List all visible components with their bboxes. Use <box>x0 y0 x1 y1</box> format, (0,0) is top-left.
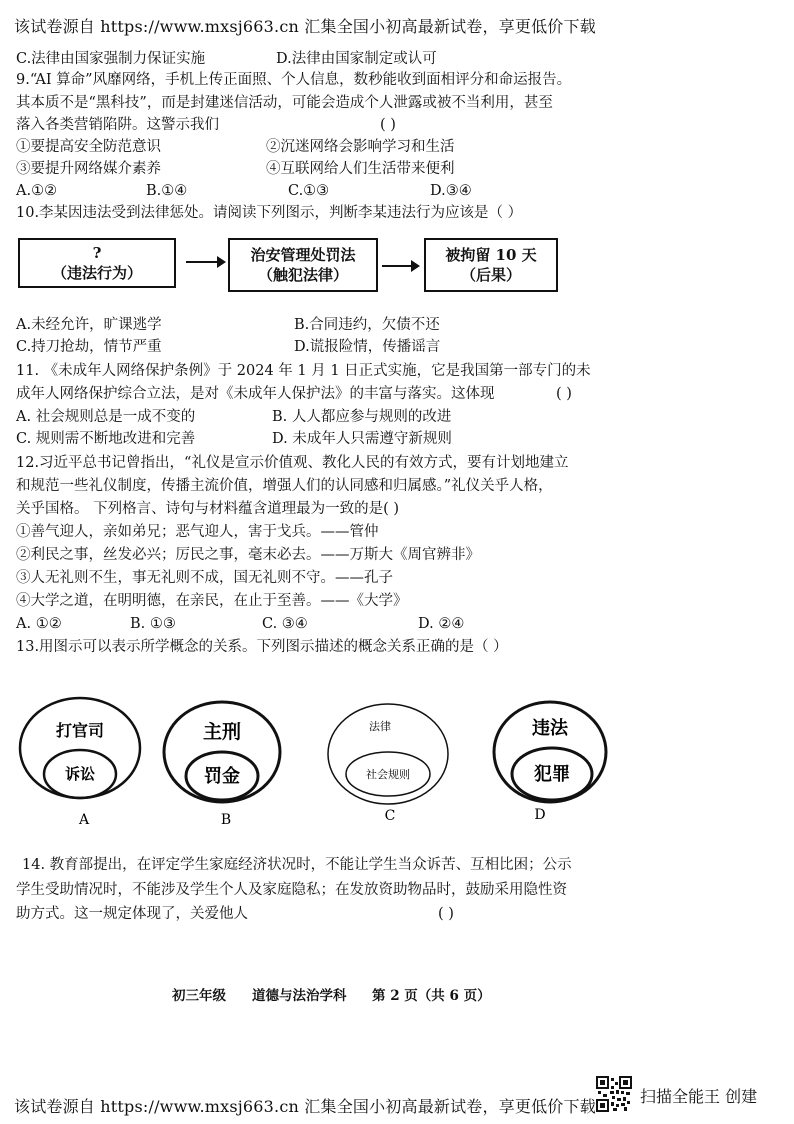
q13-d-label: D <box>534 807 546 823</box>
q12-statement-2: ②利民之事，丝发必兴；厉民之事，毫末必去。——万斯大《周官辨非》 <box>16 547 480 563</box>
q12-option-c: C. ③④ <box>262 616 308 632</box>
q9-stem-line2: 其本质不是“黑科技”，而是封建迷信活动，可能会造成个人泄露或被不当利用，甚至 <box>16 95 553 111</box>
q10-box-consequence <box>424 238 558 292</box>
q9-answer-paren: ( ) <box>380 117 396 133</box>
q13-diagram-b <box>164 702 280 828</box>
q9-option-a: A.①② <box>16 183 58 199</box>
q10-box-violation-bottom: （违法行为） <box>51 264 142 282</box>
q10-option-b: B.合同违约，欠债不还 <box>294 317 440 333</box>
q14-stem-line2: 学生受助情况时，不能涉及学生个人及家庭隐私；在发放资助物品时，鼓励采用隐性资 <box>16 882 567 898</box>
q9-statement-3: ③要提升网络媒介素养 <box>16 161 161 177</box>
scanner-app-mark: 扫描全能王 创建 <box>640 1087 758 1106</box>
q11-option-c: C. 规则需不断地改进和完善 <box>16 431 196 447</box>
source-banner-top: 该试卷源自 https://www.mxsj663.cn 汇集全国小初高最新试卷，享更低价下载 <box>14 17 596 36</box>
q12-statement-4: ④大学之道，在明明德，在亲民，在止于至善。——《大学》 <box>16 593 408 609</box>
q10-box-violation <box>18 238 176 288</box>
q13-b-label: B <box>220 812 232 828</box>
q10-option-d: D.谎报险情，传播谣言 <box>294 339 441 355</box>
q14-stem-line3: 助方式。这一规定体现了，关爱他人 <box>16 906 248 922</box>
q10-arrow-1 <box>186 261 224 263</box>
q10-stem: 10.李某因违法受到法律惩处。请阅读下列图示，判断李某违法行为应该是（ ） <box>16 205 523 221</box>
q13-diagrams <box>0 690 794 830</box>
q12-stem-line1: 12.习近平总书记曾指出，“礼仪是宣示价值观、教化人民的有效方式，要有计划地建立 <box>16 455 569 471</box>
q12-stem-line2: 和规范一些礼仪制度，传播主流价值，增强人们的认同感和归属感。”礼仪关乎人格， <box>16 478 553 494</box>
q9-stem-line3: 落入各类营销陷阱。这警示我们 <box>16 117 219 133</box>
q14-stem-line1: 14. 教育部提出，在评定学生家庭经济状况时，不能让学生当众诉苦、互相比困；公示 <box>22 857 572 873</box>
q12-statement-3: ③人无礼则不生，事无礼则不成，国无礼则不守。——孔子 <box>16 570 393 586</box>
q9-option-c: C.①③ <box>288 183 330 199</box>
q11-stem-line1: 11. 《未成年人网络保护条例》于 2024 年 1 月 1 日正式实施，它是我国第一部专门的未 <box>16 363 591 379</box>
q10-option-c: C.持刀抢劫，情节严重 <box>16 339 162 355</box>
q11-stem-line2: 成年人网络保护综合立法，是对《未成年人保护法》的丰富与落实。这体现 <box>16 386 495 402</box>
q13-diagram-a <box>20 698 140 828</box>
q10-option-a: A.未经允许，旷课逃学 <box>16 317 162 333</box>
footer-grade: 初三年级 <box>172 988 226 1004</box>
q9-option-d: D.③④ <box>430 183 472 199</box>
q13-c-outer: 法律 <box>369 720 391 733</box>
q13-a-inner: 诉讼 <box>64 765 96 783</box>
q12-statement-1: ①善气迎人，亲如弟兄；恶气迎人，害于戈兵。——管仲 <box>16 524 379 540</box>
q13-diagram-c <box>328 704 448 824</box>
q11-answer-paren: ( ) <box>556 386 572 402</box>
footer-subject: 道德与法治学科 <box>252 988 347 1004</box>
source-banner-bottom: 该试卷源自 https://www.mxsj663.cn 汇集全国小初高最新试卷，享更低价下载 <box>14 1097 596 1116</box>
q9-statement-1: ①要提高安全防范意识 <box>16 139 161 155</box>
q14-answer-paren: ( ) <box>438 906 454 922</box>
q12-option-d: D. ②④ <box>418 616 465 632</box>
q10-arrow-2 <box>382 265 418 267</box>
q10-box-consequence-top: 被拘留 10 天 <box>445 245 537 264</box>
q13-stem: 13.用图示可以表示所学概念的关系。下列图示描述的概念关系正确的是（ ） <box>16 639 508 655</box>
q11-option-d: D. 未成年人只需遵守新规则 <box>272 431 452 447</box>
q9-stem-line1: 9.“AI 算命”风靡网络，手机上传正面照、个人信息，数秒能收到面相评分和命运报告。 <box>16 72 572 88</box>
q11-option-a: A. 社会规则总是一成不变的 <box>16 409 196 425</box>
q10-box-consequence-bottom: （后果） <box>460 266 521 284</box>
q12-option-a: A. ①② <box>16 616 62 632</box>
q13-b-inner: 罚金 <box>204 766 240 787</box>
q13-d-outer: 违法 <box>532 718 568 739</box>
q10-box-law-bottom: （触犯法律） <box>257 266 348 284</box>
q11-option-b: B. 人人都应参与规则的改进 <box>272 409 452 425</box>
q13-b-outer: 主刑 <box>202 721 242 743</box>
q9-statement-4: ④互联网给人们生活带来便利 <box>266 161 455 177</box>
q10-box-law <box>228 238 378 292</box>
qr-code-icon <box>596 1076 632 1112</box>
q9-option-b: B.①④ <box>146 183 188 199</box>
q8-option-c: C.法律由国家强制力保证实施 <box>16 51 206 67</box>
q13-a-label: A <box>78 812 90 828</box>
q10-box-law-top: 治安管理处罚法 <box>250 245 356 264</box>
q13-a-outer: 打官司 <box>55 721 105 740</box>
q8-option-d: D.法律由国家制定或认可 <box>276 51 437 67</box>
q9-statement-2: ②沉迷网络会影响学习和生活 <box>266 139 455 155</box>
q12-option-b: B. ①③ <box>130 616 176 632</box>
q12-stem-line3: 关乎国格。 下列格言、诗句与材料蕴含道理最为一致的是( ) <box>16 501 400 517</box>
q13-diagram-d <box>494 702 606 823</box>
q13-c-inner: 社会规则 <box>366 768 410 781</box>
footer-page-number: 第 2 页（共 6 页） <box>372 988 491 1004</box>
q13-d-inner: 犯罪 <box>534 764 570 785</box>
q10-box-violation-top: ? <box>92 243 102 262</box>
q13-c-label: C <box>384 808 396 824</box>
